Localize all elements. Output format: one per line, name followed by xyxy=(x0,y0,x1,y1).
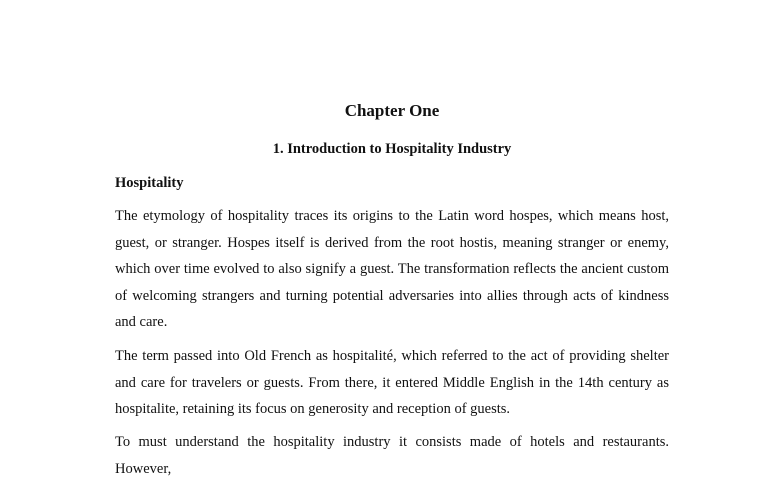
chapter-title: Chapter One xyxy=(344,101,440,120)
paragraph-etymology: The etymology of hospitality traces its origins to the Latin word hospes, which means host, guest, or stranger. Hospes itself is derived from the root hostis, meaning stranger or enemy, which over time evolved to also signify a guest. The transformation reflects the ancient custom of welcoming strangers and turning potential adversaries into allies through acts of kindness and care. xyxy=(115,208,669,331)
paragraph-old-french: The term passed into Old French as hospitalité, which referred to the act of providing shelter and care for travelers or guests. From there, it entered Middle English in the 14th century as hospitalite, retaining its focus on generosity and reception of guests. xyxy=(115,348,669,418)
section-heading: 1. Introduction to Hospitality Industry xyxy=(272,141,512,157)
sub-heading: Hospitality xyxy=(115,175,184,191)
paragraph-industry: To must understand the hospitality industry it consists made of hotels and restaurants. However, xyxy=(115,434,669,477)
